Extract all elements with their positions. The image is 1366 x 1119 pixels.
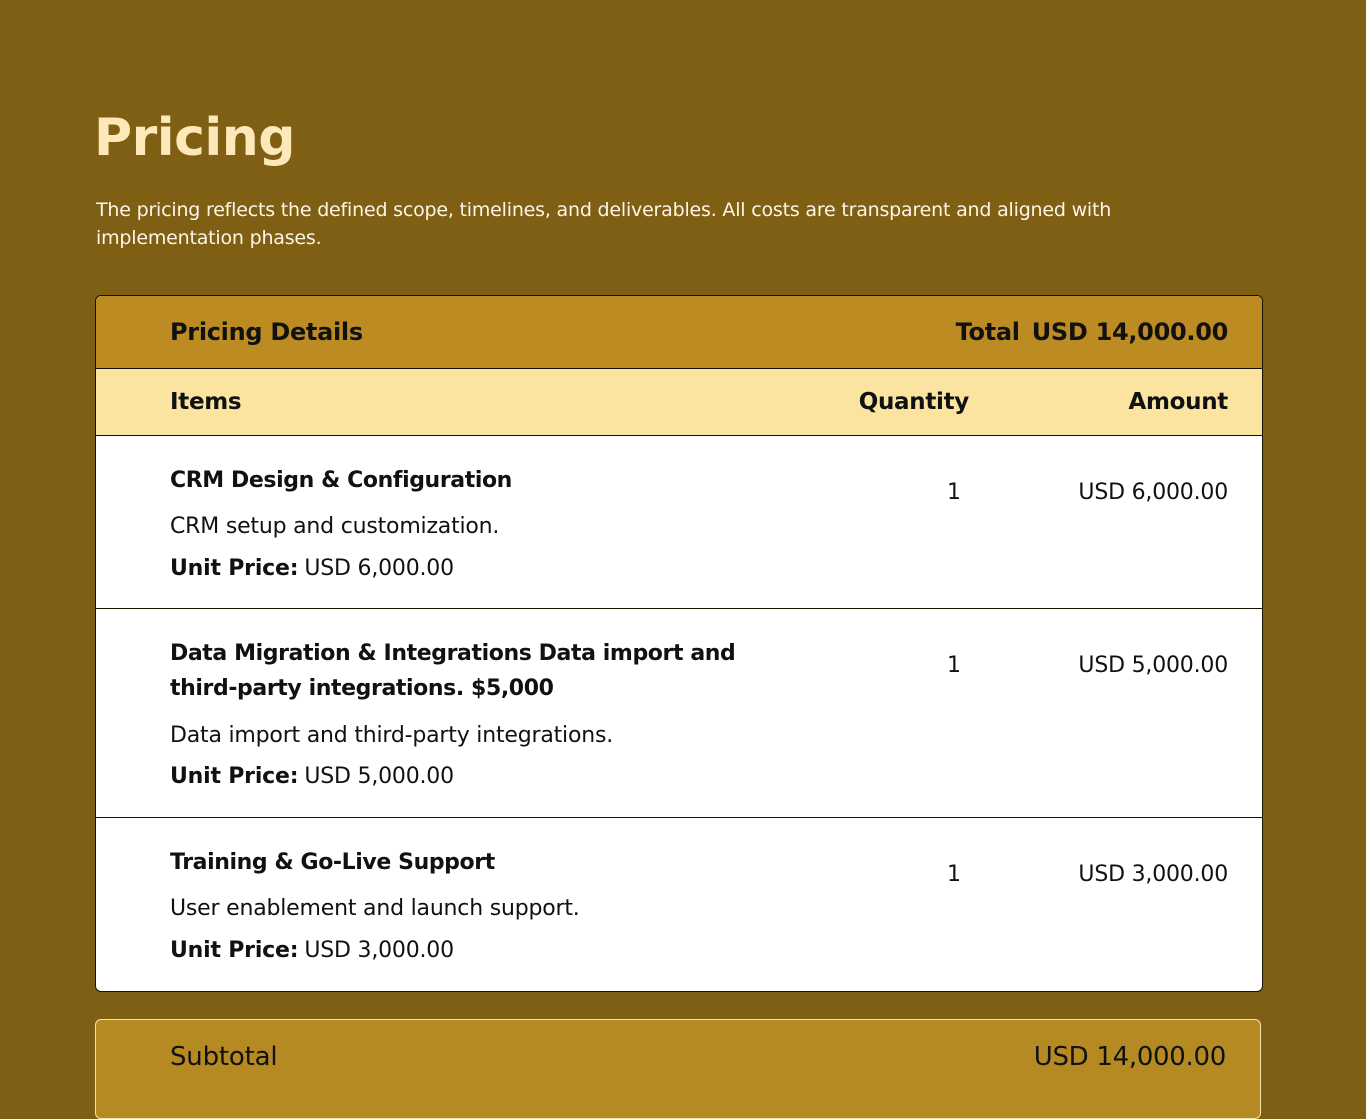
item-unit-price	[170, 556, 454, 581]
unit-price-value: USD 5,000.00	[304, 764, 454, 789]
total-value: USD 14,000.00	[1031, 318, 1228, 346]
unit-price-label: Unit Price:	[170, 938, 299, 963]
item-quantity: 1	[947, 862, 961, 887]
item-name: CRM Design & Configuration	[170, 468, 512, 493]
item-quantity: 1	[947, 653, 961, 678]
item-description: CRM setup and customization.	[170, 514, 500, 539]
subtotal-card	[95, 1019, 1261, 1119]
intro-paragraph: The pricing reflects the defined scope, timelines, and deliverables. All costs are transparent and aligned with implementation phases.	[96, 199, 1112, 249]
subtotal-value: USD 14,000.00	[1033, 1042, 1226, 1072]
unit-price-value: USD 3,000.00	[304, 938, 454, 963]
total-label: Total	[955, 318, 1020, 346]
table-row	[96, 436, 1262, 609]
item-amount: USD 3,000.00	[1078, 862, 1228, 887]
pricing-details-title: Pricing Details	[170, 318, 363, 346]
pricing-details-header	[96, 296, 1262, 369]
unit-price-label: Unit Price:	[170, 556, 299, 581]
header-total	[956, 318, 1228, 346]
column-header-amount: Amount	[1128, 389, 1228, 415]
item-description: User enablement and launch support.	[170, 896, 580, 921]
table-row	[96, 818, 1262, 990]
unit-price-label: Unit Price:	[170, 764, 299, 789]
item-description: Data import and third-party integrations.	[170, 723, 614, 748]
item-name: Training & Go-Live Support	[170, 850, 495, 875]
item-quantity: 1	[947, 480, 961, 505]
item-amount: USD 5,000.00	[1078, 653, 1228, 678]
column-header-quantity: Quantity	[858, 389, 969, 415]
subtotal-label: Subtotal	[170, 1042, 278, 1072]
item-name: Data Migration & Integrations Data import and third-party integrations. $5,000	[170, 641, 736, 701]
column-header-items: Items	[170, 389, 242, 415]
column-header-row	[96, 369, 1262, 436]
item-amount: USD 6,000.00	[1078, 480, 1228, 505]
pricing-details-card	[95, 295, 1263, 992]
item-unit-price	[170, 764, 454, 789]
item-unit-price	[170, 938, 454, 963]
unit-price-value: USD 6,000.00	[304, 556, 454, 581]
table-row	[96, 609, 1262, 818]
page-title: Pricing	[94, 108, 295, 168]
